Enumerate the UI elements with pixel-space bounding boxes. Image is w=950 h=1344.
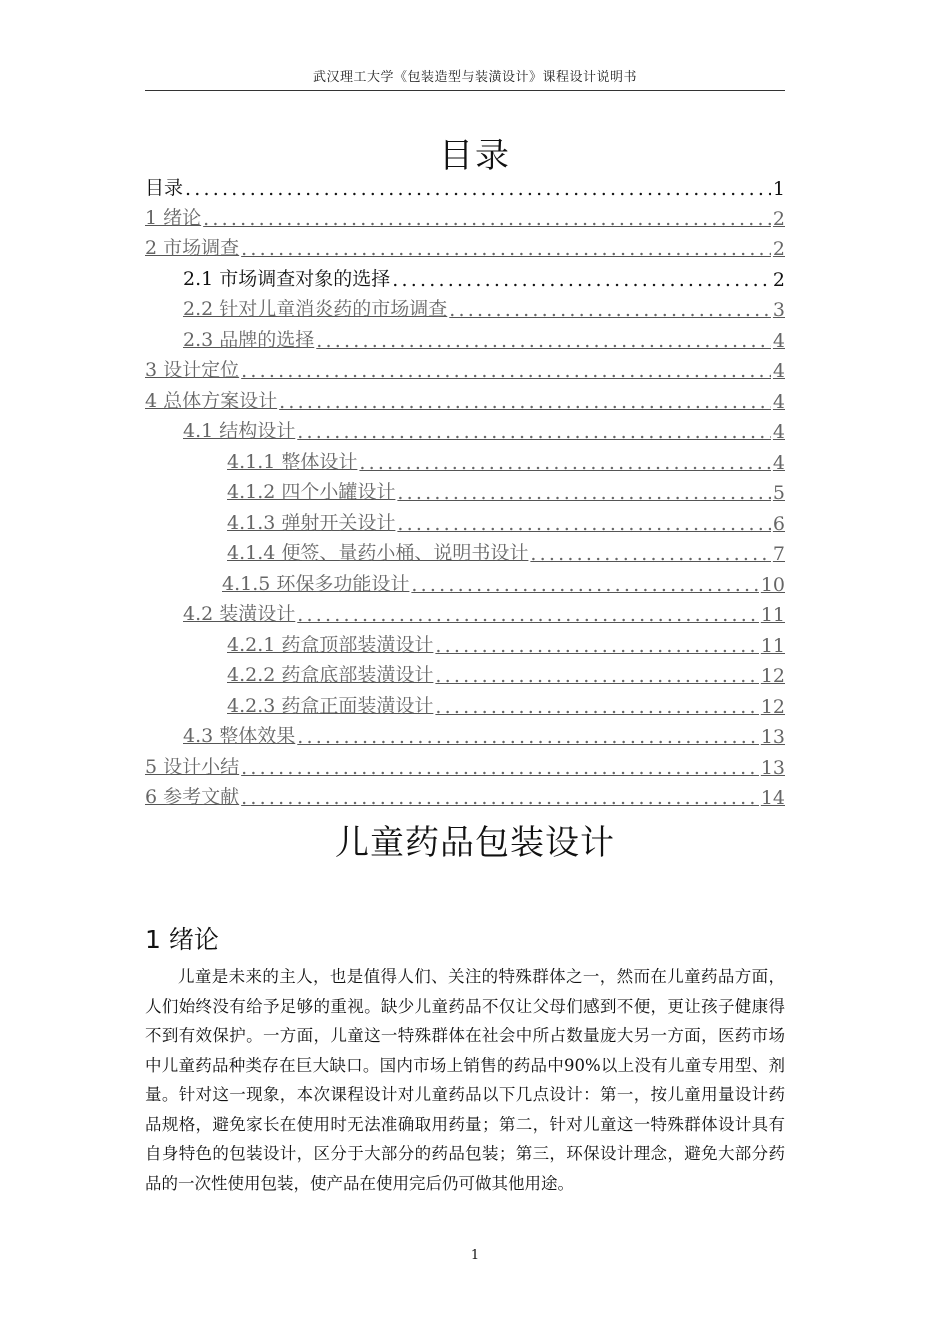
- toc-entry[interactable]: [145, 383, 785, 413]
- toc-leader-dots: [435, 635, 758, 657]
- toc-leader-dots: [397, 482, 771, 504]
- toc-leader-dots: [359, 452, 771, 474]
- toc-entry-label: 4.1.2 四个小罐设计: [227, 481, 396, 503]
- toc-leader-dots: [435, 665, 758, 687]
- toc-leader-dots: [241, 238, 771, 260]
- toc-entry-label: 4.2 装潢设计: [183, 603, 296, 625]
- toc-entry[interactable]: [145, 170, 785, 200]
- toc-entry-page: 4: [772, 391, 785, 413]
- toc-leader-dots: [241, 360, 771, 382]
- toc-entry-label: 5 设计小结: [145, 756, 240, 778]
- toc-entry-page: 13: [760, 757, 785, 779]
- toc-entry[interactable]: [183, 413, 785, 443]
- document-title: 儿童药品包装设计: [335, 823, 615, 863]
- page-header: 武汉理工大学《包装造型与装潢设计》课程设计说明书: [312, 70, 637, 85]
- body-paragraph: 儿童是未来的主人，也是值得人们、关注的特殊群体之一，然而在儿童药品方面，人们始终没有给予足够的重视。缺少儿童药品不仅让父母们感到不便，更让孩子健康得不到有效保护。一方面，儿童这一特殊群体在社会中所占数量庞大另一方面，医药市场中儿童药品种类存在巨大缺口。国内市场上销售的药品中90%以上没有儿童专用型、剂量。针对这一现象，本次课程设计对儿童药品以下几点设计：第一，按儿童用量设计药品规格，避免家长在使用时无法准确取用药量；第二，针对儿童这一特殊群体设计具有自身特色的包装设计，区分于大部分的药品包装；第三，环保设计理念，避免大部分药品的一次性使用包装，使产品在使用完后仍可做其他用途。: [145, 967, 785, 1193]
- toc-entry-page: 12: [760, 665, 785, 687]
- toc-entry-page: 2: [772, 238, 785, 260]
- toc-entry-label: 4.1.3 弹射开关设计: [227, 512, 396, 534]
- toc-entry[interactable]: [145, 352, 785, 382]
- toc-entry-label: 2.3 品牌的选择: [183, 329, 315, 351]
- toc-leader-dots: [297, 421, 771, 443]
- toc-entry-page: 4: [772, 330, 785, 352]
- toc-entry-page: 13: [760, 726, 785, 748]
- toc-entry-label: 4.1.1 整体设计: [227, 451, 358, 473]
- toc-entry[interactable]: [145, 749, 785, 779]
- toc-leader-dots: [279, 391, 771, 413]
- toc-entry[interactable]: [145, 230, 785, 260]
- toc-entry-label: 3 设计定位: [145, 359, 240, 381]
- toc-entry[interactable]: [145, 779, 785, 809]
- toc-entry[interactable]: [183, 291, 785, 321]
- toc-entry-label: 2 市场调查: [145, 237, 240, 259]
- toc-entry-label: 目录: [145, 177, 184, 199]
- toc-leader-dots: [185, 178, 771, 200]
- toc-entry-page: 11: [760, 635, 785, 657]
- toc-entry-label: 4.1 结构设计: [183, 420, 296, 442]
- toc-entry-page: 7: [772, 543, 785, 565]
- toc-entry-page: 5: [772, 482, 785, 504]
- toc-entry-page: 10: [760, 574, 785, 596]
- toc-entry-page: 2: [772, 208, 785, 230]
- toc-leader-dots: [241, 757, 759, 779]
- toc-entry-page: 6: [772, 513, 785, 535]
- toc-entry[interactable]: [145, 200, 785, 230]
- toc-leader-dots: [411, 574, 758, 596]
- toc-entry-label: 2.2 针对儿童消炎药的市场调查: [183, 298, 448, 320]
- toc-entry[interactable]: [183, 596, 785, 626]
- toc-entry[interactable]: [227, 444, 785, 474]
- toc-leader-dots: [297, 604, 759, 626]
- toc-entry-page: 14: [760, 787, 785, 809]
- toc-entry-page: 1: [772, 178, 785, 200]
- toc-leader-dots: [397, 513, 771, 535]
- toc-entry-label: 6 参考文献: [145, 786, 240, 808]
- toc-leader-dots: [241, 787, 759, 809]
- toc-leader-dots: [530, 543, 771, 565]
- toc-entry-page: 4: [772, 360, 785, 382]
- header-rule: [145, 90, 785, 91]
- toc-entry-page: 12: [760, 696, 785, 718]
- toc-entry[interactable]: [227, 505, 785, 535]
- toc-entry-label: 4.1.5 环保多功能设计: [222, 573, 410, 595]
- toc-entry-label: 4.3 整体效果: [183, 725, 296, 747]
- toc-entry-page: 11: [760, 604, 785, 626]
- section-heading: 1 绪论: [145, 925, 219, 954]
- toc-entry[interactable]: [183, 322, 785, 352]
- toc-entry[interactable]: [227, 657, 785, 687]
- toc-entry-label: 4.2.1 药盒顶部装潢设计: [227, 634, 434, 656]
- toc-entry[interactable]: [227, 535, 785, 565]
- toc-entry-label: 2.1 市场调查对象的选择: [183, 268, 391, 290]
- toc-entry-label: 4 总体方案设计: [145, 390, 278, 412]
- toc-entry[interactable]: [183, 718, 785, 748]
- toc-leader-dots: [203, 208, 771, 230]
- toc-leader-dots: [392, 269, 771, 291]
- toc-leader-dots: [297, 726, 759, 748]
- toc-entry[interactable]: [183, 261, 785, 291]
- toc-entry-page: 4: [772, 421, 785, 443]
- toc-entry-page: 3: [772, 299, 785, 321]
- toc-entry-page: 2: [772, 269, 785, 291]
- toc-entry[interactable]: [227, 474, 785, 504]
- page-number: 1: [470, 1248, 480, 1263]
- toc-entry-label: 4.1.4 便签、量药小桶、说明书设计: [227, 542, 529, 564]
- toc-entry-label: 4.2.2 药盒底部装潢设计: [227, 664, 434, 686]
- toc-entry[interactable]: [227, 627, 785, 657]
- toc-leader-dots: [316, 330, 771, 352]
- toc-leader-dots: [435, 696, 758, 718]
- toc-entry-label: 4.2.3 药盒正面装潢设计: [227, 695, 434, 717]
- toc-leader-dots: [449, 299, 771, 321]
- toc-title: 目录: [439, 136, 511, 176]
- toc-entry[interactable]: [222, 566, 785, 596]
- toc-entry-label: 1 绪论: [145, 207, 202, 229]
- toc-entry[interactable]: [227, 688, 785, 718]
- toc-entry-page: 4: [772, 452, 785, 474]
